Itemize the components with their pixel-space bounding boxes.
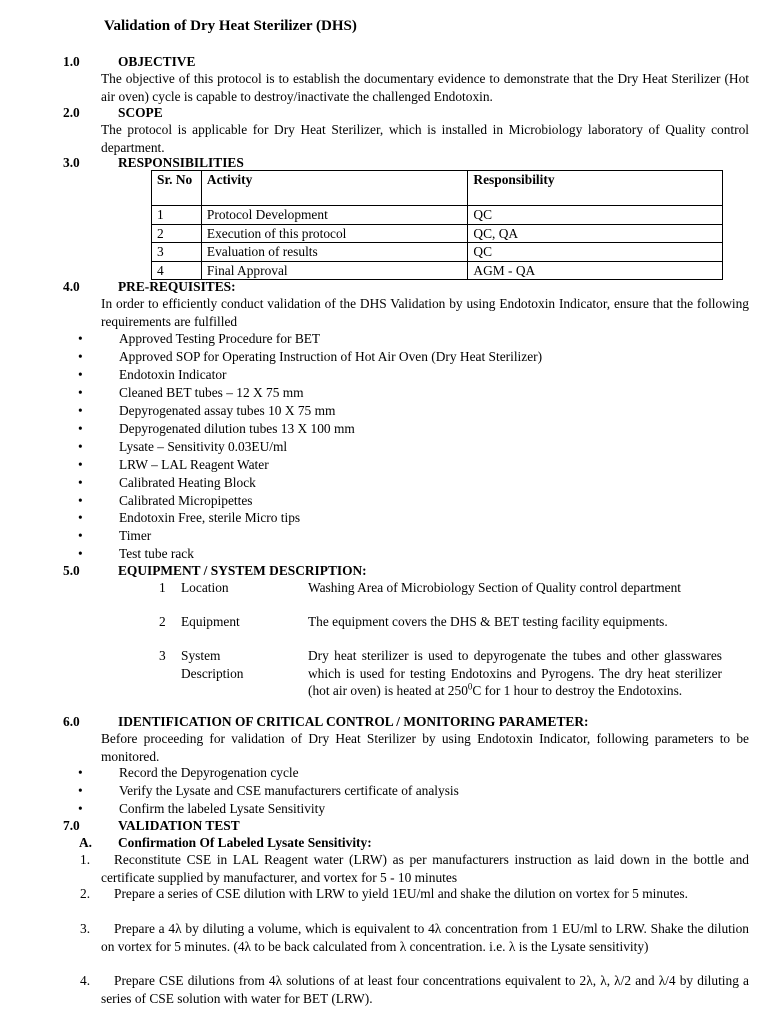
equipment-row-number: 1 — [159, 580, 166, 595]
equipment-row-desc: Dry heat sterilizer is used to depyrogenate the tubes and other glasswares which is used for testing Endotoxins and Pyrogens. The dry heat sterilizer (hot air oven) is heated at $250^0C$ for 1 hour to destroy the Endotoxins. — [308, 648, 722, 698]
table-row — [152, 224, 723, 243]
step-text: Reconstitute CSE in LAL Reagent water (LRW) as per manufacturers instruction as laid down in the bottle and certificate supplied by manufacturer, and vortex for 5 - 10 minutes — [101, 852, 749, 885]
list-item-text: Verify the Lysate and CSE manufacturers certificate of analysis — [119, 783, 459, 798]
list-item-text: LRW – LAL Reagent Water — [119, 457, 269, 472]
section-number-objective: 1.0 — [63, 54, 80, 69]
section-number-critical-parameter: 6.0 — [63, 714, 80, 729]
list-item-text: Calibrated Micropipettes — [119, 493, 253, 508]
bullet-icon: • — [78, 783, 83, 798]
equipment-row-desc: Washing Area of Microbiology Section of Quality control department — [308, 580, 682, 595]
bullet-icon: • — [78, 385, 83, 400]
list-item-text: Endotoxin Free, sterile Micro tips — [119, 510, 301, 525]
responsibilities-table — [151, 170, 723, 280]
bullet-icon: • — [78, 367, 83, 382]
table-row — [152, 206, 723, 225]
equipment-row-label: Location — [181, 580, 229, 595]
equipment-row-desc: The equipment covers the DHS & BET testing facility equipments. — [308, 614, 668, 629]
bullet-icon: • — [78, 439, 83, 454]
cell-activity: Evaluation of results — [201, 243, 468, 262]
cell-sr: 4 — [152, 261, 202, 280]
header-sr-no: Sr. No — [152, 171, 202, 206]
list-item-text: Test tube rack — [119, 546, 194, 561]
prerequisites-text: In order to efficiently conduct validation of the DHS Validation by using Endotoxin Indicator, ensure that the following requirements are fulfilled — [101, 296, 749, 329]
header-activity: Activity — [201, 171, 468, 206]
equipment-row-label: Equipment — [181, 614, 240, 629]
section-number-equipment: 5.0 — [63, 563, 80, 578]
bullet-icon: • — [78, 493, 83, 508]
section-number-prerequisites: 4.0 — [63, 279, 80, 294]
list-item-text: Lysate – Sensitivity 0.03EU/ml — [119, 439, 288, 454]
cell-activity: Final Approval — [201, 261, 468, 280]
section-heading-responsibilities: RESPONSIBILITIES — [118, 155, 244, 170]
bullet-icon: • — [78, 801, 83, 816]
objective-text: The objective of this protocol is to establish the documentary evidence to demonstrate that the Dry Heat Sterilizer (Hot air oven) cycle is capable to destroy/inactivate the challenged Endotoxin. — [101, 71, 749, 104]
list-item-text: Calibrated Heating Block — [119, 475, 256, 490]
cell-responsibility: QC — [468, 206, 723, 225]
section-heading-validation-test: VALIDATION TEST — [118, 818, 240, 833]
cell-sr: 2 — [152, 224, 202, 243]
bullet-icon: • — [78, 475, 83, 490]
bullet-icon: • — [78, 528, 83, 543]
header-responsibility: Responsibility — [468, 171, 723, 206]
cell-sr: 3 — [152, 243, 202, 262]
section-number-scope: 2.0 — [63, 105, 80, 120]
step-text: Prepare a 4λ by diluting a volume, which is equivalent to 4λ concentration from 1 EU/ml to LRW. Shake the dilution on vortex for 5 minutes. (4λ to be back calculated from λ concentration. i.e. λ is the Lysate sensitivity) — [101, 921, 749, 954]
list-item-text: Record the Depyrogenation cycle — [119, 765, 299, 780]
section-number-responsibilities: 3.0 — [63, 155, 80, 170]
bullet-icon: • — [78, 510, 83, 525]
table-row — [152, 243, 723, 262]
equipment-row-label: System Description — [181, 648, 244, 681]
step-number: 3. — [80, 921, 91, 936]
equipment-row-number: 3 — [159, 648, 166, 663]
critical-parameter-text: Before proceeding for validation of Dry Heat Sterilizer by using Endotoxin Indicator, following parameters to be monitored. — [101, 731, 749, 764]
bullet-icon: • — [78, 546, 83, 561]
subsection-letter: A. — [79, 835, 93, 850]
step-text: Prepare a series of CSE dilution with LRW to yield 1EU/ml and shake the dilution on vortex for 5 minutes. — [114, 886, 688, 901]
bullet-icon: • — [78, 421, 83, 436]
step-number: 1. — [80, 852, 91, 867]
bullet-icon: • — [78, 765, 83, 780]
step-text: Prepare CSE dilutions from 4λ solutions of at least four concentrations equivalent to 2λ, λ, λ/2 and λ/4 by diluting a series of CSE solution with water for BET (LRW). — [101, 973, 749, 1006]
section-heading-objective: OBJECTIVE — [118, 54, 196, 69]
page-title: Validation of Dry Heat Sterilizer (DHS) — [104, 18, 357, 34]
list-item-text: Depyrogenated dilution tubes 13 X 100 mm — [119, 421, 355, 436]
cell-responsibility: QC, QA — [468, 224, 723, 243]
bullet-icon: • — [78, 457, 83, 472]
list-item-text: Cleaned BET tubes – 12 X 75 mm — [119, 385, 304, 400]
step-number: 4. — [80, 973, 91, 988]
cell-activity: Execution of this protocol — [201, 224, 468, 243]
section-heading-critical-parameter: IDENTIFICATION OF CRITICAL CONTROL / MONITORING PARAMETER: — [118, 714, 589, 729]
step-number: 2. — [80, 886, 91, 901]
section-heading-prerequisites: PRE-REQUISITES: — [118, 279, 236, 294]
list-item-text: Approved Testing Procedure for BET — [119, 331, 321, 346]
table-row — [152, 261, 723, 280]
scope-text: The protocol is applicable for Dry Heat Sterilizer, which is installed in Microbiology laboratory of Quality control department. — [101, 122, 749, 155]
bullet-icon: • — [78, 331, 83, 346]
bullet-icon: • — [78, 349, 83, 364]
list-item-text: Endotoxin Indicator — [119, 367, 227, 382]
section-heading-scope: SCOPE — [118, 105, 163, 120]
cell-activity: Protocol Development — [201, 206, 468, 225]
cell-sr: 1 — [152, 206, 202, 225]
list-item-text: Timer — [119, 528, 152, 543]
cell-responsibility: QC — [468, 243, 723, 262]
list-item-text: Approved SOP for Operating Instruction of Hot Air Oven (Dry Heat Sterilizer) — [119, 349, 543, 364]
table-header-row — [152, 171, 723, 206]
list-item-text: Depyrogenated assay tubes 10 X 75 mm — [119, 403, 336, 418]
section-number-validation-test: 7.0 — [63, 818, 80, 833]
equipment-row-number: 2 — [159, 614, 166, 629]
section-heading-equipment: EQUIPMENT / SYSTEM DESCRIPTION: — [118, 563, 367, 578]
subsection-heading: Confirmation Of Labeled Lysate Sensitivity: — [118, 835, 372, 850]
cell-responsibility: AGM - QA — [468, 261, 723, 280]
list-item-text: Confirm the labeled Lysate Sensitivity — [119, 801, 326, 816]
bullet-icon: • — [78, 403, 83, 418]
